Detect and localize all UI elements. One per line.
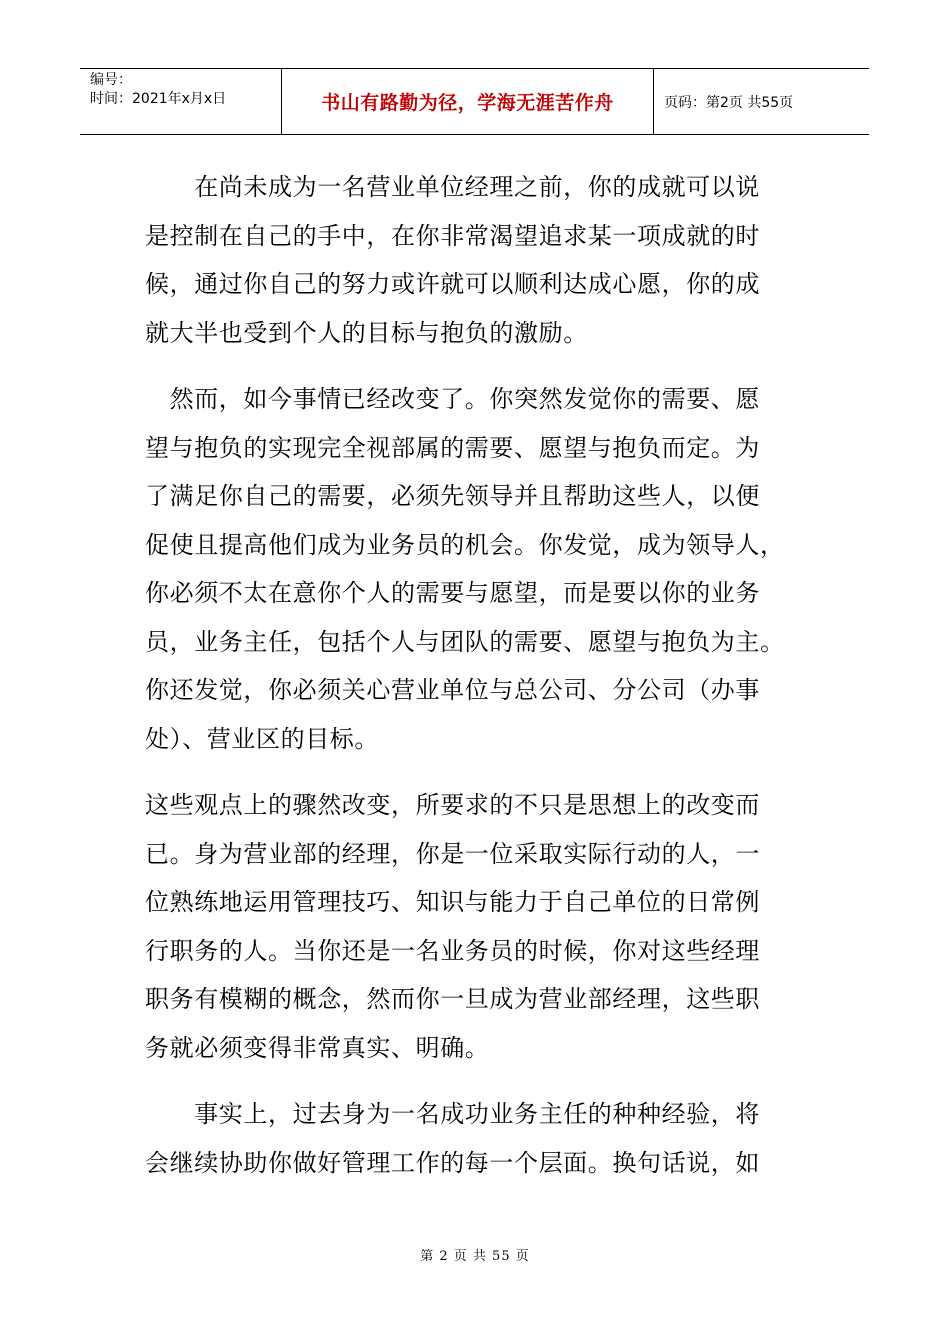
document-body — [145, 163, 805, 1205]
paragraph-4 — [145, 1090, 805, 1187]
text-line: 这些观点上的骤然改变，所要求的不只是思想上的改变而 — [145, 791, 760, 819]
paragraph-1 — [145, 163, 805, 357]
text-line: 事实上，过去身为一名成功业务主任的种种经验，将 — [145, 1100, 760, 1128]
text-line: 了满足你自己的需要，必须先领导并且帮助这些人，以便 — [145, 482, 760, 510]
header-meta — [80, 69, 282, 134]
text-line: 会继续协助你做好管理工作的每一个层面。换句话说，如 — [145, 1148, 760, 1177]
text-line: 然而，如今事情已经改变了。你突然发觉你的需要、愿 — [145, 385, 760, 413]
text-line: 务就必须变得非常真实、明确。 — [145, 1033, 490, 1062]
document-time-label: 时间：2021年x月x日 — [90, 91, 227, 107]
page-footer: 第 2 页 共 55 页 — [420, 1249, 530, 1264]
document-number-label: 编号： — [90, 72, 132, 88]
text-line: 职务有模糊的概念，然而你一旦成为营业部经理，这些职 — [145, 985, 760, 1013]
page-header — [80, 68, 869, 135]
text-line: 你必须不太在意你个人的需要与愿望，而是要以你的业务 — [145, 579, 760, 607]
text-line: 位熟练地运用管理技巧、知识与能力于自己单位的日常例 — [145, 888, 760, 916]
text-line: 处）、营业区的目标。 — [145, 724, 379, 753]
text-line: 就大半也受到个人的目标与抱负的激励。 — [145, 318, 588, 347]
text-line: 候，通过你自己的努力或许就可以顺利达成心愿，你的成 — [145, 270, 760, 298]
text-line: 已。身为营业部的经理，你是一位采取实际行动的人，一 — [145, 839, 760, 868]
paragraph-3 — [145, 781, 805, 1072]
text-line: 行职务的人。当你还是一名业务员的时候，你对这些经理 — [145, 936, 760, 965]
text-line: 促使且提高他们成为业务员的机会。你发觉，成为领导人， — [145, 530, 785, 559]
text-line: 员，业务主任，包括个人与团队的需要、愿望与抱负为主。 — [145, 627, 785, 656]
text-line: 是控制在自己的手中，在你非常渴望追求某一项成就的时 — [145, 221, 760, 250]
header-motto: 书山有路勤为径，学海无涯苦作舟 — [282, 69, 654, 134]
paragraph-2 — [145, 375, 805, 763]
text-line: 在尚未成为一名营业单位经理之前，你的成就可以说 — [145, 173, 760, 201]
text-line: 你还发觉，你必须关心营业单位与总公司、分公司（办事 — [145, 676, 760, 704]
header-page-number: 页码：第2页 共55页 — [664, 94, 794, 111]
text-line: 望与抱负的实现完全视部属的需要、愿望与抱负而定。为 — [145, 433, 760, 462]
